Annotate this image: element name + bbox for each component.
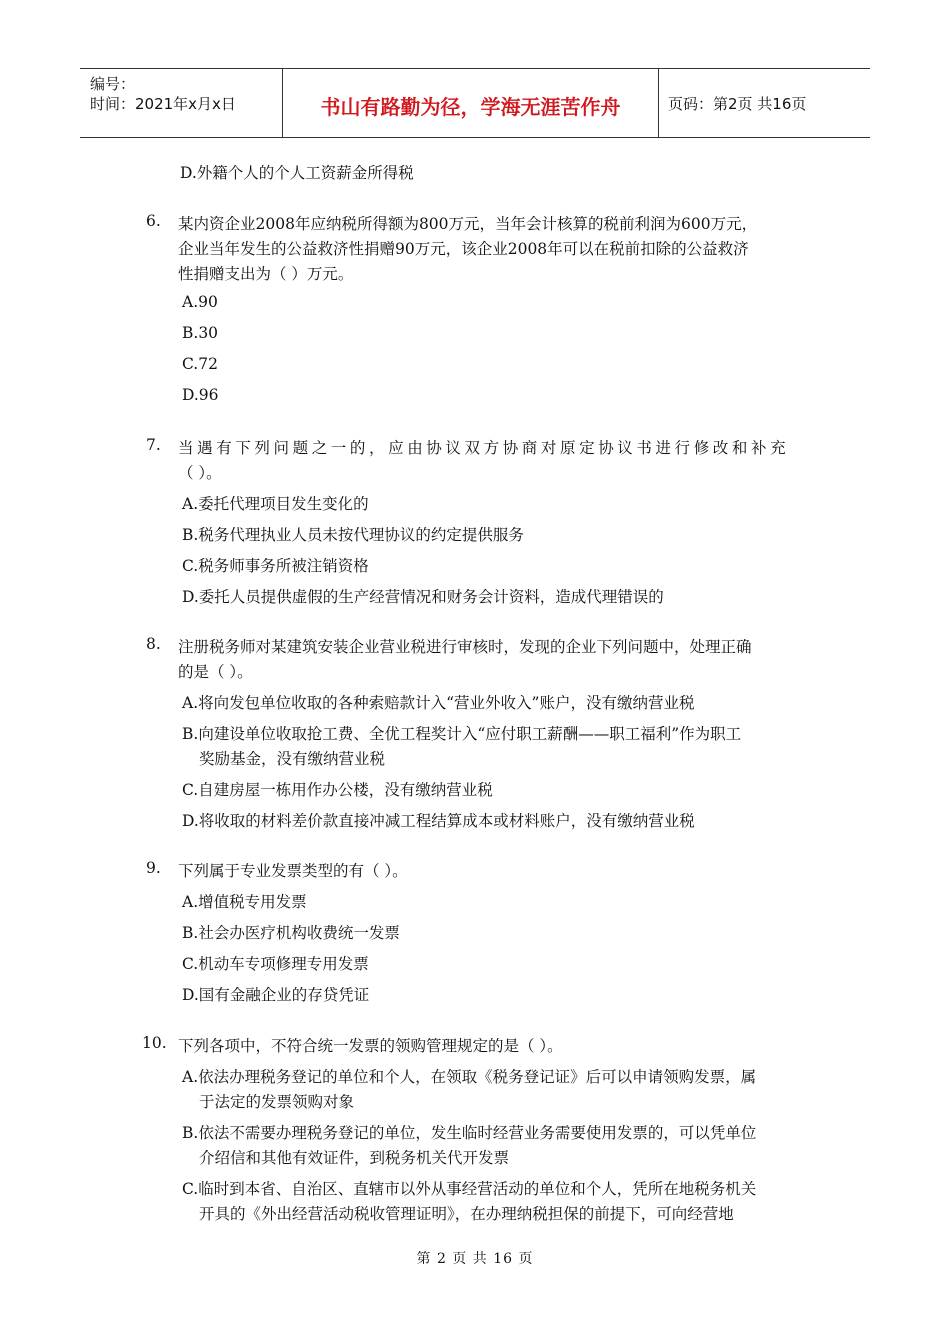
question-number: 9.	[146, 859, 161, 877]
option-a-continued: 于法定的发票领购对象	[199, 1093, 355, 1111]
page-footer: 第 2 页 共 16 页	[416, 1251, 534, 1267]
option-c: C.税务师事务所被注销资格	[182, 557, 369, 575]
question-stem-line: 下列各项中，不符合统一发票的领购管理规定的是（ ）。	[178, 1037, 563, 1055]
question-stem-line: 下列属于专业发票类型的有（ ）。	[178, 862, 408, 880]
option-a: A.委托代理项目发生变化的	[182, 495, 369, 513]
question-stem-line: 某内资企业2008年应纳税所得额为800万元，当年会计核算的税前利润为600万元，	[178, 215, 758, 233]
option-c: C.自建房屋一栋用作办公楼，没有缴纳营业税	[182, 781, 493, 799]
question-stem-line: 当遇有下列问题之一的，应由协议双方协商对原定协议书进行修改和补充	[178, 439, 790, 457]
option-a: A.依法办理税务登记的单位和个人，在领取《税务登记证》后可以申请领购发票，属	[182, 1068, 757, 1086]
option-b: B.社会办医疗机构收费统一发票	[182, 924, 400, 942]
date-label: 时间：2021年x月x日	[90, 95, 236, 113]
option-b: B.依法不需要办理税务登记的单位，发生临时经营业务需要使用发票的，可以凭单位	[182, 1124, 757, 1142]
option-a: A.增值税专用发票	[182, 893, 307, 911]
question-stem-line: 企业当年发生的公益救济性捐赠90万元，该企业2008年可以在税前扣除的公益救济	[178, 240, 749, 258]
option-b-continued: 介绍信和其他有效证件，到税务机关代开发票	[199, 1149, 510, 1167]
question-number: 10.	[142, 1034, 167, 1052]
header-meta-cell	[80, 69, 282, 137]
option-b: B.税务代理执业人员未按代理协议的约定提供服务	[182, 526, 524, 544]
option-c: C.机动车专项修理专用发票	[182, 955, 369, 973]
question-number: 6.	[146, 212, 161, 230]
question-stem-line: （ ）。	[178, 464, 222, 482]
top-option: D.外籍个人的个人工资薪金所得税	[180, 164, 414, 182]
header-page-cell	[658, 69, 870, 137]
option-c: C.临时到本省、自治区、直辖市以外从事经营活动的单位和个人，凭所在地税务机关	[182, 1180, 757, 1198]
option-a: A.将向发包单位收取的各种索赔款计入“营业外收入”账户，没有缴纳营业税	[182, 694, 695, 712]
option-c-continued: 开具的《外出经营活动税收管理证明》，在办理纳税担保的前提下，可向经营地	[199, 1205, 734, 1223]
option-d: D.国有金融企业的存贷凭证	[182, 986, 370, 1004]
page-info: 页码：第2页 共16页	[668, 95, 807, 113]
header-motto-cell	[282, 69, 659, 137]
option-b: B.向建设单位收取抢工费、全优工程奖计入“应付职工薪酬——职工福利”作为职工	[182, 725, 742, 743]
question-stem-line: 的是（ ）。	[178, 663, 253, 681]
question-stem-line: 性捐赠支出为（ ）万元。	[178, 265, 354, 283]
option-b-continued: 奖励基金，没有缴纳营业税	[199, 750, 386, 768]
option-c: C.72	[182, 355, 218, 373]
page-header	[80, 68, 870, 138]
number-label: 编号：	[90, 75, 136, 93]
option-a: A.90	[182, 293, 218, 311]
question-stem-line: 注册税务师对某建筑安装企业营业税进行审核时，发现的企业下列问题中，处理正确	[178, 638, 752, 656]
option-d: D.将收取的材料差价款直接冲减工程结算成本或材料账户，没有缴纳营业税	[182, 812, 695, 830]
motto: 书山有路勤为径，学海无涯苦作舟	[320, 95, 621, 119]
option-b: B.30	[182, 324, 219, 342]
option-d: D.委托人员提供虚假的生产经营情况和财务会计资料，造成代理错误的	[182, 588, 664, 606]
question-number: 7.	[146, 436, 161, 454]
question-number: 8.	[146, 635, 161, 653]
option-d: D.96	[182, 386, 219, 404]
